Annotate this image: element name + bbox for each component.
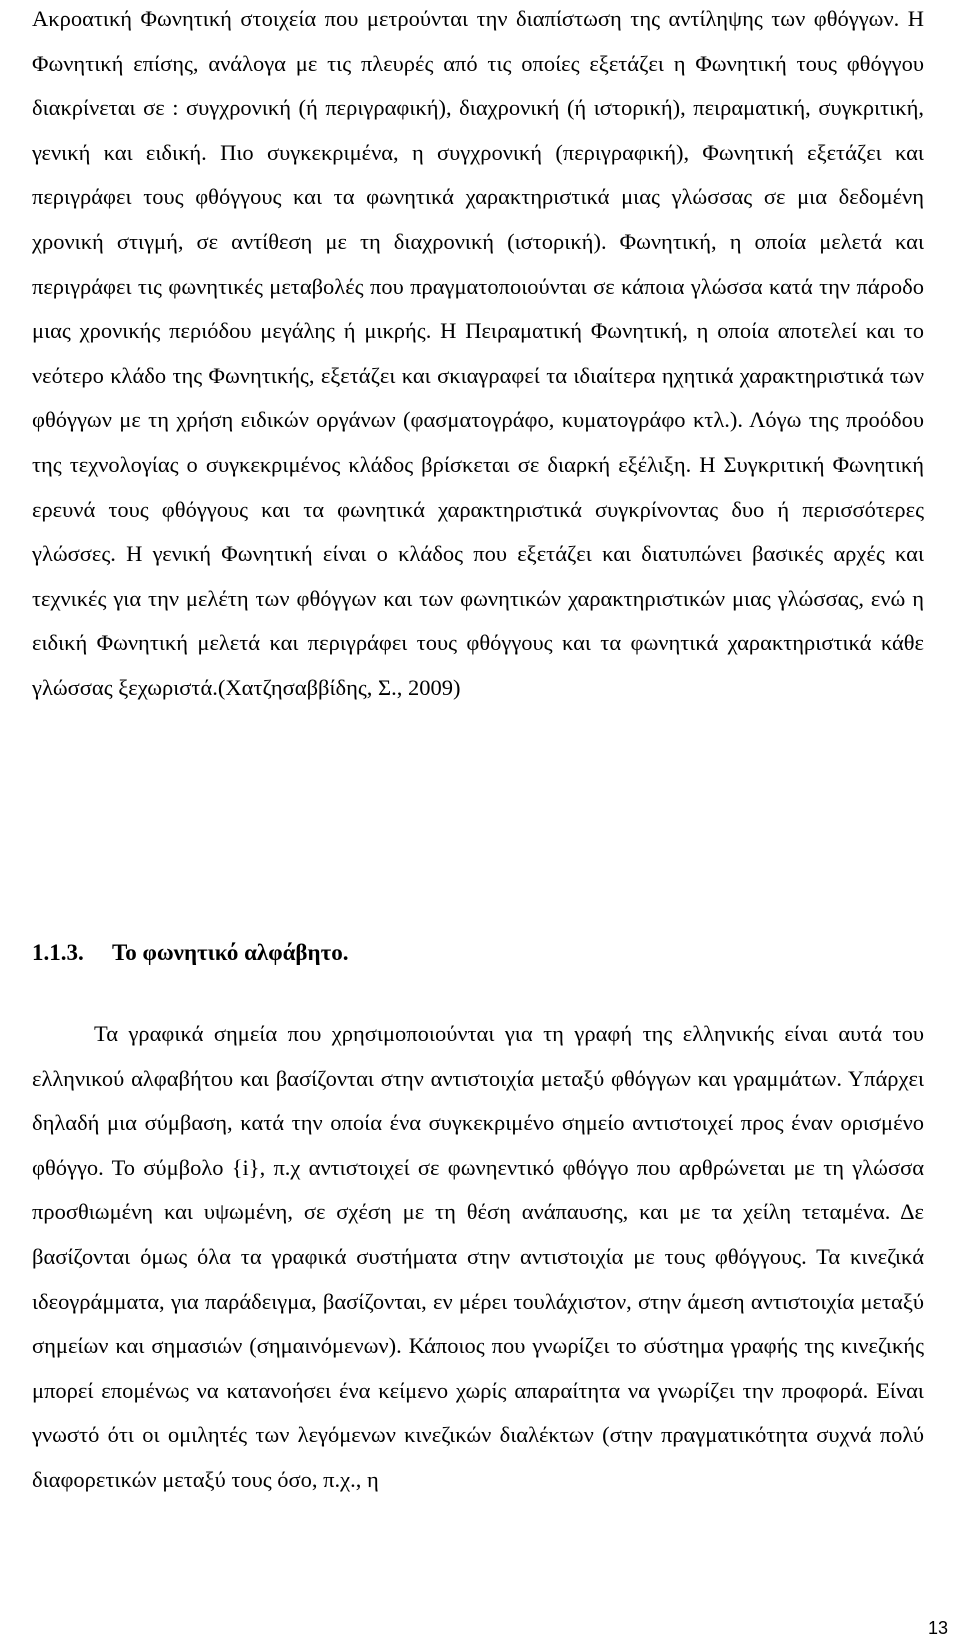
section-number: 1.1.3. (32, 940, 84, 965)
section-title: Το φωνητικό αλφάβητο. (112, 940, 349, 965)
body-paragraph-phonetics-branches: Ακροατική Φωνητική στοιχεία που μετρούνται την διαπίστωση της αντίληψης των φθόγγων. Η Φωνητική επίσης, ανάλογα με τις πλευρές από τις οποίες εξετάζει η Φωνητική τους φθόγγου διακρίνεται σε : συγχρονική (ή περιγραφική), διαχρονική (ή ιστορική), πειραματική, συγκριτική, γενική και ειδική. Πιο συγκεκριμένα, η συγχρονική (περιγραφική), Φωνητική εξετάζει και περιγράφει τους φθόγγους και τα φωνητικά χαρακτηριστικά μιας γλώσσας σε μια δεδομένη χρονική στιγμή, σε αντίθεση με τη διαχρονική (ιστορική). Φωνητική, η οποία μελετά και περιγράφει τις φωνητικές μεταβολές που πραγματοποιούνται σε κάποια γλώσσα κατά την πάροδο μιας χρονικής περιόδου μεγάλης ή μικρής. Η Πειραματική Φωνητική, η οποία αποτελεί και το νεότερο κλάδο της Φωνητικής, εξετάζει και σκιαγραφεί τα ιδιαίτερα ηχητικά χαρακτηριστικά των φθόγγων με τη χρήση ειδικών οργάνων (φασματογράφο, κυματογράφο κτλ.). Λόγω της προόδου της τεχνολογίας ο συγκεκριμένος κλάδος βρίσκεται σε διαρκή εξέλιξη. Η Συγκριτική Φωνητική ερευνά τους φθόγγους και τα φωνητικά χαρακτηριστικά συγκρίνοντας δυο ή περισσότερες γλώσσες. Η γενική Φωνητική είναι ο κλάδος που εξετάζει και διατυπώνει βασικές αρχές και τεχνικές για την μελέτη των φθόγγων και των φωνητικών χαρακτηριστικών μιας γλώσσας, ενώ η ειδική Φωνητική μελετά και περιγράφει τους φθόγγους και τα φωνητικά χαρακτηριστικά κάθε γλώσσας ξεχωριστά.(Χατζησαββίδης, Σ., 2009) (32, 6, 924, 700)
body-paragraph-phonetic-alphabet: Τα γραφικά σημεία που χρησιμοποιούνται για τη γραφή της ελληνικής είναι αυτά του ελληνικού αλφαβήτου και βασίζονται στην αντιστοιχία μεταξύ φθόγγων και γραμμάτων. Υπάρχει δηλαδή μια σύμβαση, κατά την οποία ένα συγκεκριμένο σημείο αντιστοιχεί προς έναν ορισμένο φθόγγο. Το σύμβολο {i}, π.χ αντιστοιχεί σε φωνηεντικό φθόγγο που αρθρώνεται με τη γλώσσα προσθιωμένη και υψωμένη, σε σχέση με τη θέση ανάπαυσης, και με τα χείλη τεταμένα. Δε βασίζονται όμως όλα τα γραφικά συστήματα στην αντιστοιχία με τους φθόγγους. Τα κινεζικά ιδεογράμματα, για παράδειγμα, βασίζονται, εν μέρει τουλάχιστον, στην άμεση αντιστοιχία μεταξύ σημείων και σημασιών (σημαινόμενων). Κάποιος που γνωρίζει το σύστημα γραφής της κινεζικής μπορεί επομένως να κατανοήσει ένα κείμενο χωρίς απαραίτητα να γνωρίζει την προφορά. Είναι γνωστό ότι οι ομιλητές των λεγόμενων κινεζικών διαλέκτων (στην πραγματικότητα συχνά πολύ διαφορετικών μεταξύ τους όσο, π.χ., η (32, 1021, 924, 1492)
section-heading (32, 940, 348, 966)
page-number: 13 (927, 1618, 948, 1638)
